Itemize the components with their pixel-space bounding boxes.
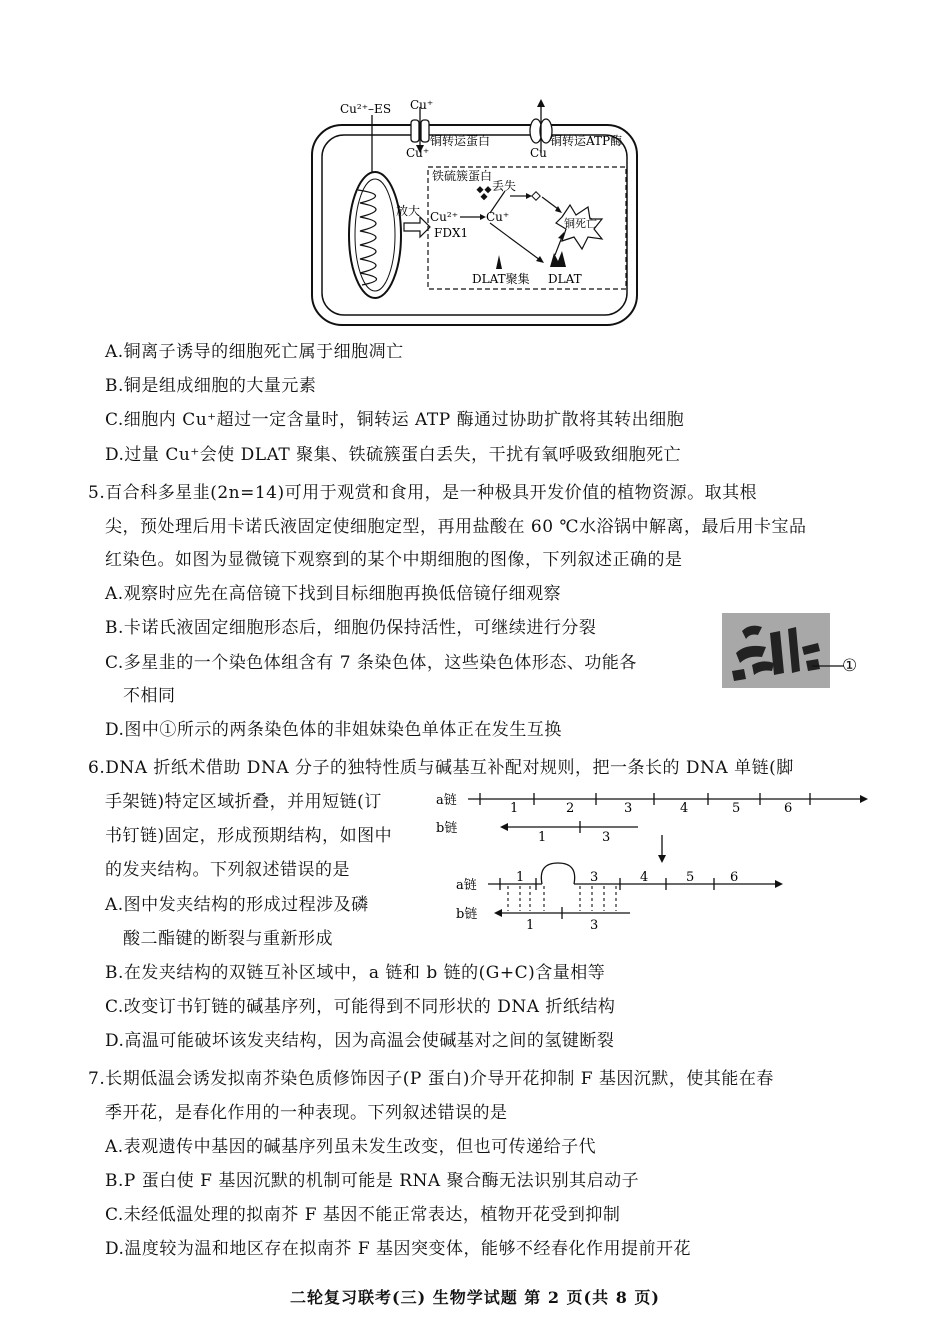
cu2-label: Cu²⁺	[430, 210, 459, 224]
q6-option-d: D.高温可能破坏该发夹结构，因为高温会使碱基对之间的氢键断裂	[105, 1031, 615, 1051]
b2-num-1: 1	[526, 918, 535, 933]
q6-option-a-2: 酸二酯键的断裂与重新形成	[123, 929, 333, 949]
atpase-label: 铜转运ATP酶	[550, 134, 623, 148]
page-footer: 二轮复习联考(三) 生物学试题 第 2 页(共 8 页)	[290, 1288, 660, 1307]
q5-stem-3: 红染色。如图为显微镜下观察到的某个中期细胞的图像，下列叙述正确的是	[105, 550, 683, 570]
a2-num-3: 3	[590, 870, 599, 885]
a-num-5: 5	[732, 801, 741, 816]
loss-label: 丢失	[492, 179, 517, 193]
amplify-label: 放大	[396, 204, 421, 218]
transport-protein-label: 铜转运蛋白	[430, 134, 491, 148]
fes-protein-label: 铁硫簇蛋白	[432, 169, 493, 183]
cu-plus-top-label: Cu⁺	[410, 98, 434, 112]
a2-num-4: 4	[640, 870, 649, 885]
q6-stem-1: 6.DNA 折纸术借助 DNA 分子的独特性质与碱基互补配对规则，把一条长的 DNA 单链(脚	[88, 758, 794, 778]
q5-option-b: B.卡诺氏液固定细胞形态后，细胞仍保持活性，可继续进行分裂	[105, 618, 597, 638]
b-num-1: 1	[538, 830, 547, 845]
q7-stem-1: 7.长期低温会诱发拟南芥染色质修饰因子(P 蛋白)介导开花抑制 F 基因沉默，使其能在春	[88, 1069, 774, 1089]
q7-option-c: C.未经低温处理的拟南芥 F 基因不能正常表达，植物开花受到抑制	[105, 1205, 621, 1225]
b2-chain-label: b链	[456, 907, 478, 922]
chromosome-micrograph	[722, 613, 830, 688]
a2-num-5: 5	[686, 870, 695, 885]
cu-plus-mid-label: Cu⁺	[486, 210, 510, 224]
q7-option-a: A.表观遗传中基因的碱基序列虽未发生改变，但也可传递给子代	[105, 1137, 597, 1157]
a-num-2: 2	[566, 801, 575, 816]
a-chain-label: a链	[436, 793, 457, 808]
q6-stem-2: 手架链)特定区域折叠，并用短链(订	[105, 792, 382, 812]
q5-stem-2: 尖，预处理后用卡诺氏液固定使细胞定型，再用盐酸在 60 ℃水浴锅中解离，最后用卡宝品	[105, 517, 807, 537]
dlat-label: DLAT	[548, 272, 582, 286]
b2-num-3: 3	[590, 918, 599, 933]
q4-option-d: D.过量 Cu⁺会使 DLAT 聚集、铁硫簇蛋白丢失，干扰有氧呼吸致细胞死亡	[105, 445, 682, 465]
dlat-agg-label: DLAT聚集	[472, 272, 530, 286]
q6-stem-4: 的发夹结构。下列叙述错误的是	[105, 860, 350, 880]
q6-option-b: B.在发夹结构的双链互补区域中，a 链和 b 链的(G+C)含量相等	[105, 963, 606, 983]
q5-option-a: A.观察时应先在高倍镜下找到目标细胞再换低倍镜仔细观察	[105, 584, 562, 604]
a-num-6: 6	[784, 801, 793, 816]
copper-cell-diagram	[300, 95, 645, 335]
a-num-4: 4	[680, 801, 689, 816]
b-num-3: 3	[602, 830, 611, 845]
death-label: 铜死亡	[564, 217, 597, 230]
cu-plus-in-label: Cu⁺	[406, 146, 430, 160]
q6-option-c: C.改变订书钉链的碱基序列，可能得到不同形状的 DNA 折纸结构	[105, 997, 616, 1017]
q7-option-d: D.温度较为温和地区存在拟南芥 F 基因突变体，能够不经春化作用提前开花	[105, 1239, 692, 1259]
q5-option-c-1: C.多星韭的一个染色体组含有 7 条染色体，这些染色体形态、功能各	[105, 653, 637, 673]
a2-num-6: 6	[730, 870, 739, 885]
a2-chain-label: a链	[456, 878, 477, 893]
q7-option-b: B.P 蛋白使 F 基因沉默的机制可能是 RNA 聚合酶无法识别其启动子	[105, 1171, 640, 1191]
cu-out-label: Cu	[530, 146, 547, 160]
q6-option-a-1: A.图中发夹结构的形成过程涉及磷	[105, 895, 369, 915]
a-num-3: 3	[624, 801, 633, 816]
q5-marker: ①	[842, 656, 858, 676]
dna-origami-diagram	[430, 785, 870, 935]
cu-es-label: Cu²⁺–ES	[340, 102, 392, 116]
a2-num-1: 1	[516, 870, 525, 885]
b-chain-label: b链	[436, 821, 458, 836]
a-num-1: 1	[510, 801, 519, 816]
q5-option-c-2: 不相同	[123, 686, 176, 706]
q4-option-c: C.细胞内 Cu⁺超过一定含量时，铜转运 ATP 酶通过协助扩散将其转出细胞	[105, 410, 685, 430]
fdx1-label: FDX1	[434, 226, 469, 240]
q4-option-b: B.铜是组成细胞的大量元素	[105, 376, 317, 396]
q5-option-d: D.图中①所示的两条染色体的非姐妹染色单体正在发生互换	[105, 720, 562, 740]
q5-stem-1: 5.百合科多星韭(2n=14)可用于观赏和食用，是一种极具开发价值的植物资源。取其根	[88, 483, 758, 503]
q4-option-a: A.铜离子诱导的细胞死亡属于细胞凋亡	[105, 342, 404, 362]
q7-stem-2: 季开花，是春化作用的一种表现。下列叙述错误的是	[105, 1103, 508, 1123]
q6-stem-3: 书钉链)固定，形成预期结构，如图中	[105, 826, 393, 846]
